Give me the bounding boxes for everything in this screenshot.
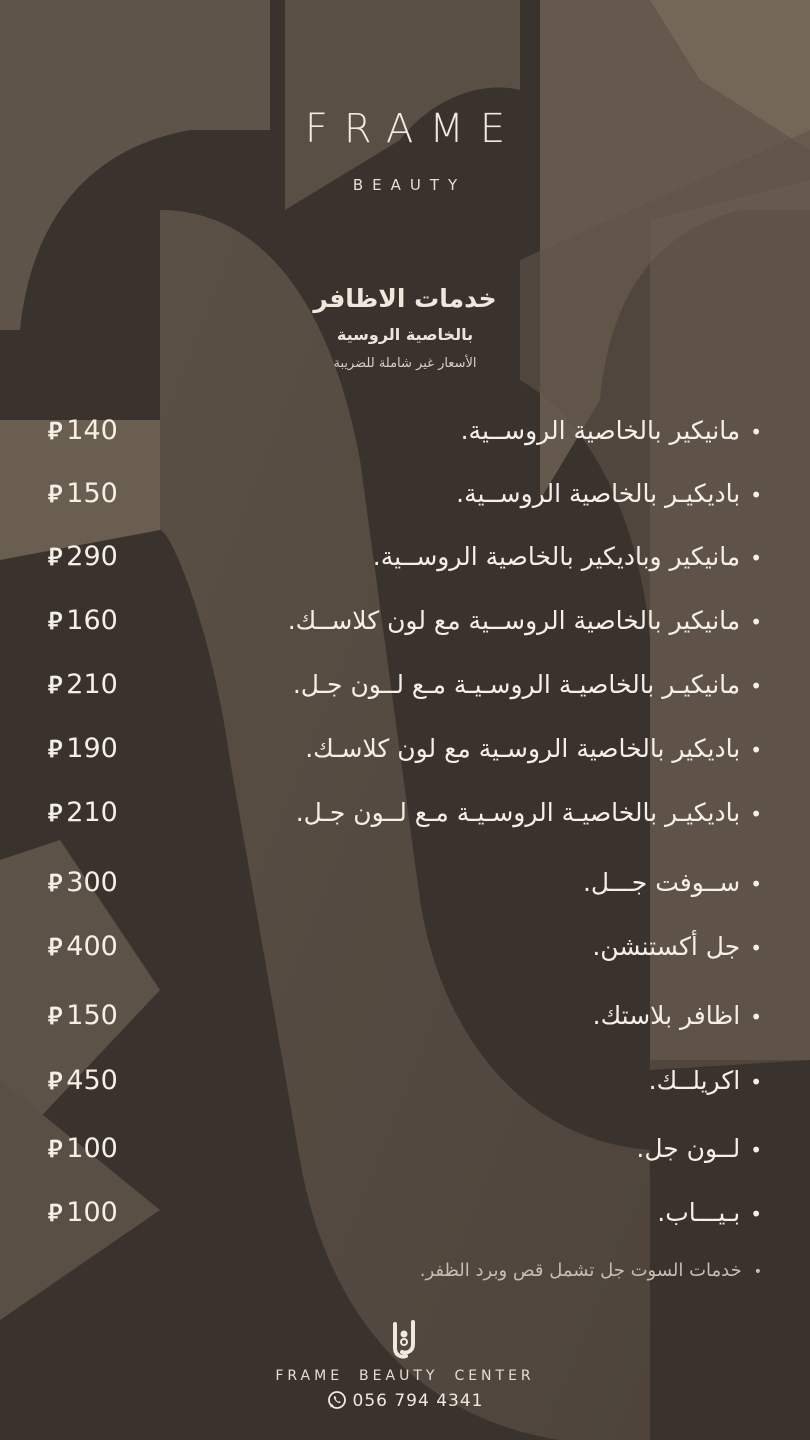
service-row — [0, 729, 810, 769]
tax-note: الأسعار غير شاملة للضريبة — [333, 356, 477, 371]
footer-brand-name: FRAME BEAUTY CENTER — [275, 1368, 535, 1384]
saudi-riyal-icon: ⃁ — [48, 1199, 63, 1227]
service-name: • باديكير بالخاصية الروسـية مع لون كلاسـك. — [202, 729, 762, 770]
service-price: ⃁ 140 — [48, 415, 118, 446]
saudi-riyal-icon: ⃁ — [48, 799, 63, 827]
service-name: • مانيكيـر بالخاصيـة الروسـيـة مـع لــون جـل. — [202, 665, 762, 706]
service-price: ⃁ 450 — [48, 1065, 118, 1096]
service-name: • مانيكير وباديكير بالخاصية الروســية. — [202, 537, 762, 578]
saudi-riyal-icon: ⃁ — [48, 933, 63, 961]
service-row — [0, 601, 810, 641]
service-name: • جل أكستنشن. — [202, 927, 762, 968]
service-row — [0, 927, 810, 967]
service-name: • مانيكير بالخاصية الروســية. — [202, 411, 762, 452]
service-row — [0, 665, 810, 705]
section-title: خدمات الاظافر — [313, 284, 497, 313]
section-subtitle: بالخاصية الروسية — [336, 325, 474, 344]
service-name: • باديكيـر بالخاصيـة الروسـيـة مـع لــون جـل. — [202, 793, 762, 834]
service-row — [0, 996, 810, 1036]
service-price: ⃁ 150 — [48, 478, 118, 509]
whatsapp-icon — [327, 1390, 347, 1410]
service-name: • بـيـــاب. — [202, 1193, 762, 1234]
brand-logo-icon — [387, 1318, 423, 1360]
service-row — [0, 793, 810, 833]
service-price: ⃁ 100 — [48, 1133, 118, 1164]
service-price: ⃁ 290 — [48, 541, 118, 572]
saudi-riyal-icon: ⃁ — [48, 1067, 63, 1095]
service-row — [0, 1129, 810, 1169]
brand-tagline: BEAUTY — [352, 176, 467, 194]
service-name: • اكريلــك. — [202, 1061, 762, 1102]
service-name: • ســوفت جـــل. — [202, 863, 762, 904]
service-price: ⃁ 160 — [48, 605, 118, 636]
service-name: • لــون جل. — [202, 1129, 762, 1170]
saudi-riyal-icon: ⃁ — [48, 1002, 63, 1030]
service-name: • اظافر بلاستك. — [202, 996, 762, 1037]
saudi-riyal-icon: ⃁ — [48, 869, 63, 897]
service-row — [0, 474, 810, 514]
saudi-riyal-icon: ⃁ — [48, 735, 63, 763]
saudi-riyal-icon: ⃁ — [48, 1135, 63, 1163]
phone-number[interactable]: 056 794 4341 — [352, 1391, 484, 1411]
footer-phone[interactable] — [0, 1390, 810, 1411]
service-price: ⃁ 210 — [48, 797, 118, 828]
service-price: ⃁ 400 — [48, 931, 118, 962]
service-row — [0, 411, 810, 451]
saudi-riyal-icon: ⃁ — [48, 607, 63, 635]
service-price: ⃁ 300 — [48, 867, 118, 898]
saudi-riyal-icon: ⃁ — [48, 671, 63, 699]
service-row — [0, 1193, 810, 1233]
saudi-riyal-icon: ⃁ — [48, 480, 63, 508]
service-price: ⃁ 190 — [48, 733, 118, 764]
saudi-riyal-icon: ⃁ — [48, 417, 63, 445]
service-price: ⃁ 150 — [48, 1000, 118, 1031]
service-price: ⃁ 100 — [48, 1197, 118, 1228]
service-row — [0, 863, 810, 903]
service-name: • مانيكير بالخاصية الروســية مع لون كلاســك. — [202, 601, 762, 642]
brand-title: FRAME — [304, 106, 522, 152]
service-name: • باديكيـر بالخاصية الروســية. — [202, 474, 762, 515]
service-row — [0, 1061, 810, 1101]
service-row — [0, 537, 810, 577]
footnote: • خدمات السوت جل تشمل قص وبرد الظفر. — [162, 1260, 762, 1281]
saudi-riyal-icon: ⃁ — [48, 543, 63, 571]
service-price: ⃁ 210 — [48, 669, 118, 700]
